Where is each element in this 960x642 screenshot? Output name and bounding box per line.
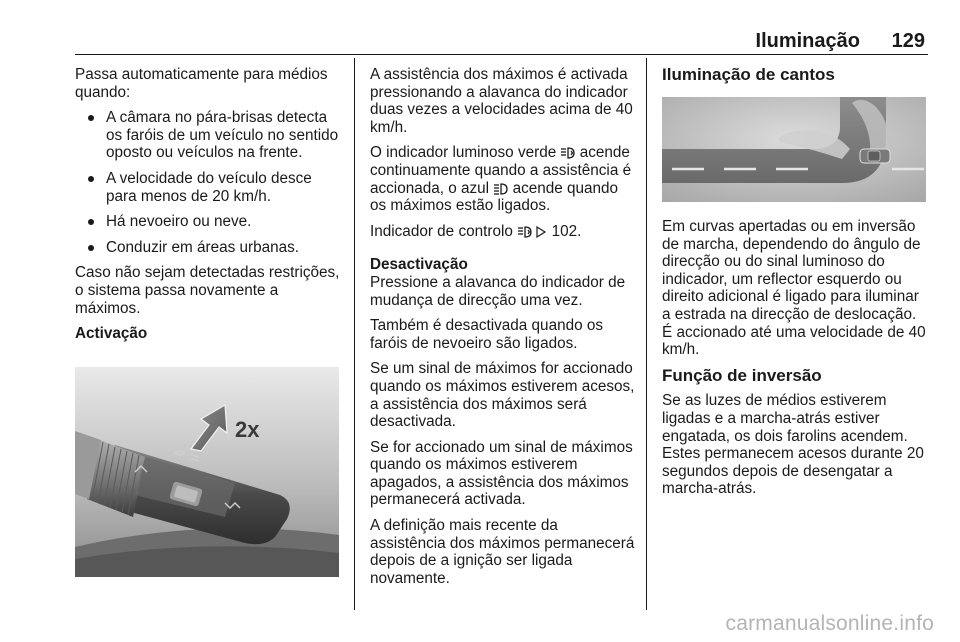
column-divider-1 [354, 58, 355, 610]
paragraph: Se as luzes de médios estiverem ligadas e a marcha-atrás estiver engatada, os dois farolins acendem. Estes permanecem acesos durante 20 segundos depois de desengatar a marcha-atrás. [662, 392, 924, 498]
column-3-body [662, 218, 928, 506]
header-rule [75, 54, 928, 55]
paragraph: Também é desactivada quando os faróis de nevoeiro são ligados. [370, 317, 604, 352]
list-item: Há nevoeiro ou neve. [75, 213, 343, 231]
bullet-icon [88, 219, 94, 225]
activation-heading: Activação [75, 325, 148, 343]
paragraph: Em curvas apertadas ou em inversão de marcha, dependendo do ângulo de direcção ou do sinal luminoso do indicador, um reflector esquerdo ou direito adicional é ligado para iluminar a estrada na direcção de deslocação. É accionado até uma velocidade de 40 km/h. [662, 218, 926, 359]
indicator-stalk-illustration [75, 367, 339, 577]
paragraph: A definição mais recente da assistência dos máximos permanecerá depois de a ignição ser ligada novamente. [370, 517, 635, 587]
bullet-icon [88, 245, 94, 251]
cornering-figure [662, 97, 926, 202]
column-2 [370, 66, 636, 595]
car-icon [860, 149, 890, 163]
figure-label: 2x [235, 417, 260, 442]
column-3 [662, 66, 928, 92]
high-beam-blue-icon [493, 183, 508, 195]
reverse-function-heading: Função de inversão [662, 365, 822, 385]
high-beam-assist-green-icon [560, 147, 575, 159]
bullet-icon [88, 115, 94, 121]
bullet-list [75, 109, 343, 256]
paragraph: Se for accionado um sinal de máximos quando os máximos estiverem apagados, a assistência dos máximos permanecerá activada. [370, 438, 633, 509]
paragraph: Indicador de controlo 102. [370, 222, 582, 240]
column-divider-2 [646, 58, 647, 610]
cornering-light-heading: Iluminação de cantos [662, 65, 835, 84]
bullet-icon [88, 176, 94, 182]
stalk-figure [75, 367, 339, 577]
paragraph: A assistência dos máximos é activada pressionando a alavanca do indicador duas vezes a velocidades acima de 40 km/h. [370, 66, 633, 136]
cornering-light-illustration [662, 97, 926, 202]
list-item: Conduzir em áreas urbanas. [75, 239, 343, 257]
list-item: A câmara no pára-brisas detecta os faróis de um veículo no sentido oposto ou veículos na frente. [75, 109, 343, 162]
paragraph: O indicador luminoso verde acende continuamente quando a assistência é accionada, o azul acende quando os máximos estão ligados. [370, 144, 632, 215]
page-reference-arrow-icon [536, 226, 547, 238]
page-number: 129 [891, 30, 925, 52]
watermark: carmanualsonline.info [725, 612, 934, 635]
high-beam-assist-icon [517, 226, 532, 238]
intro-text: Passa automaticamente para médios quando: [75, 66, 328, 101]
after-text: Caso não sejam detectadas restrições, o sistema passa novamente a máximos. [75, 264, 340, 317]
deactivation-heading: Desactivação [370, 256, 468, 274]
paragraph: Se um sinal de máximos for accionado quando os máximos estiverem acesos, a assistência dos máximos será desactivada. [370, 360, 635, 431]
page-title: Iluminação [755, 30, 860, 52]
page-header [75, 22, 928, 52]
paragraph: Pressione a alavanca do indicador de mudança de direcção uma vez. [370, 273, 626, 309]
list-item: A velocidade do veículo desce para menos de 20 km/h. [75, 170, 343, 205]
column-1 [75, 66, 343, 351]
